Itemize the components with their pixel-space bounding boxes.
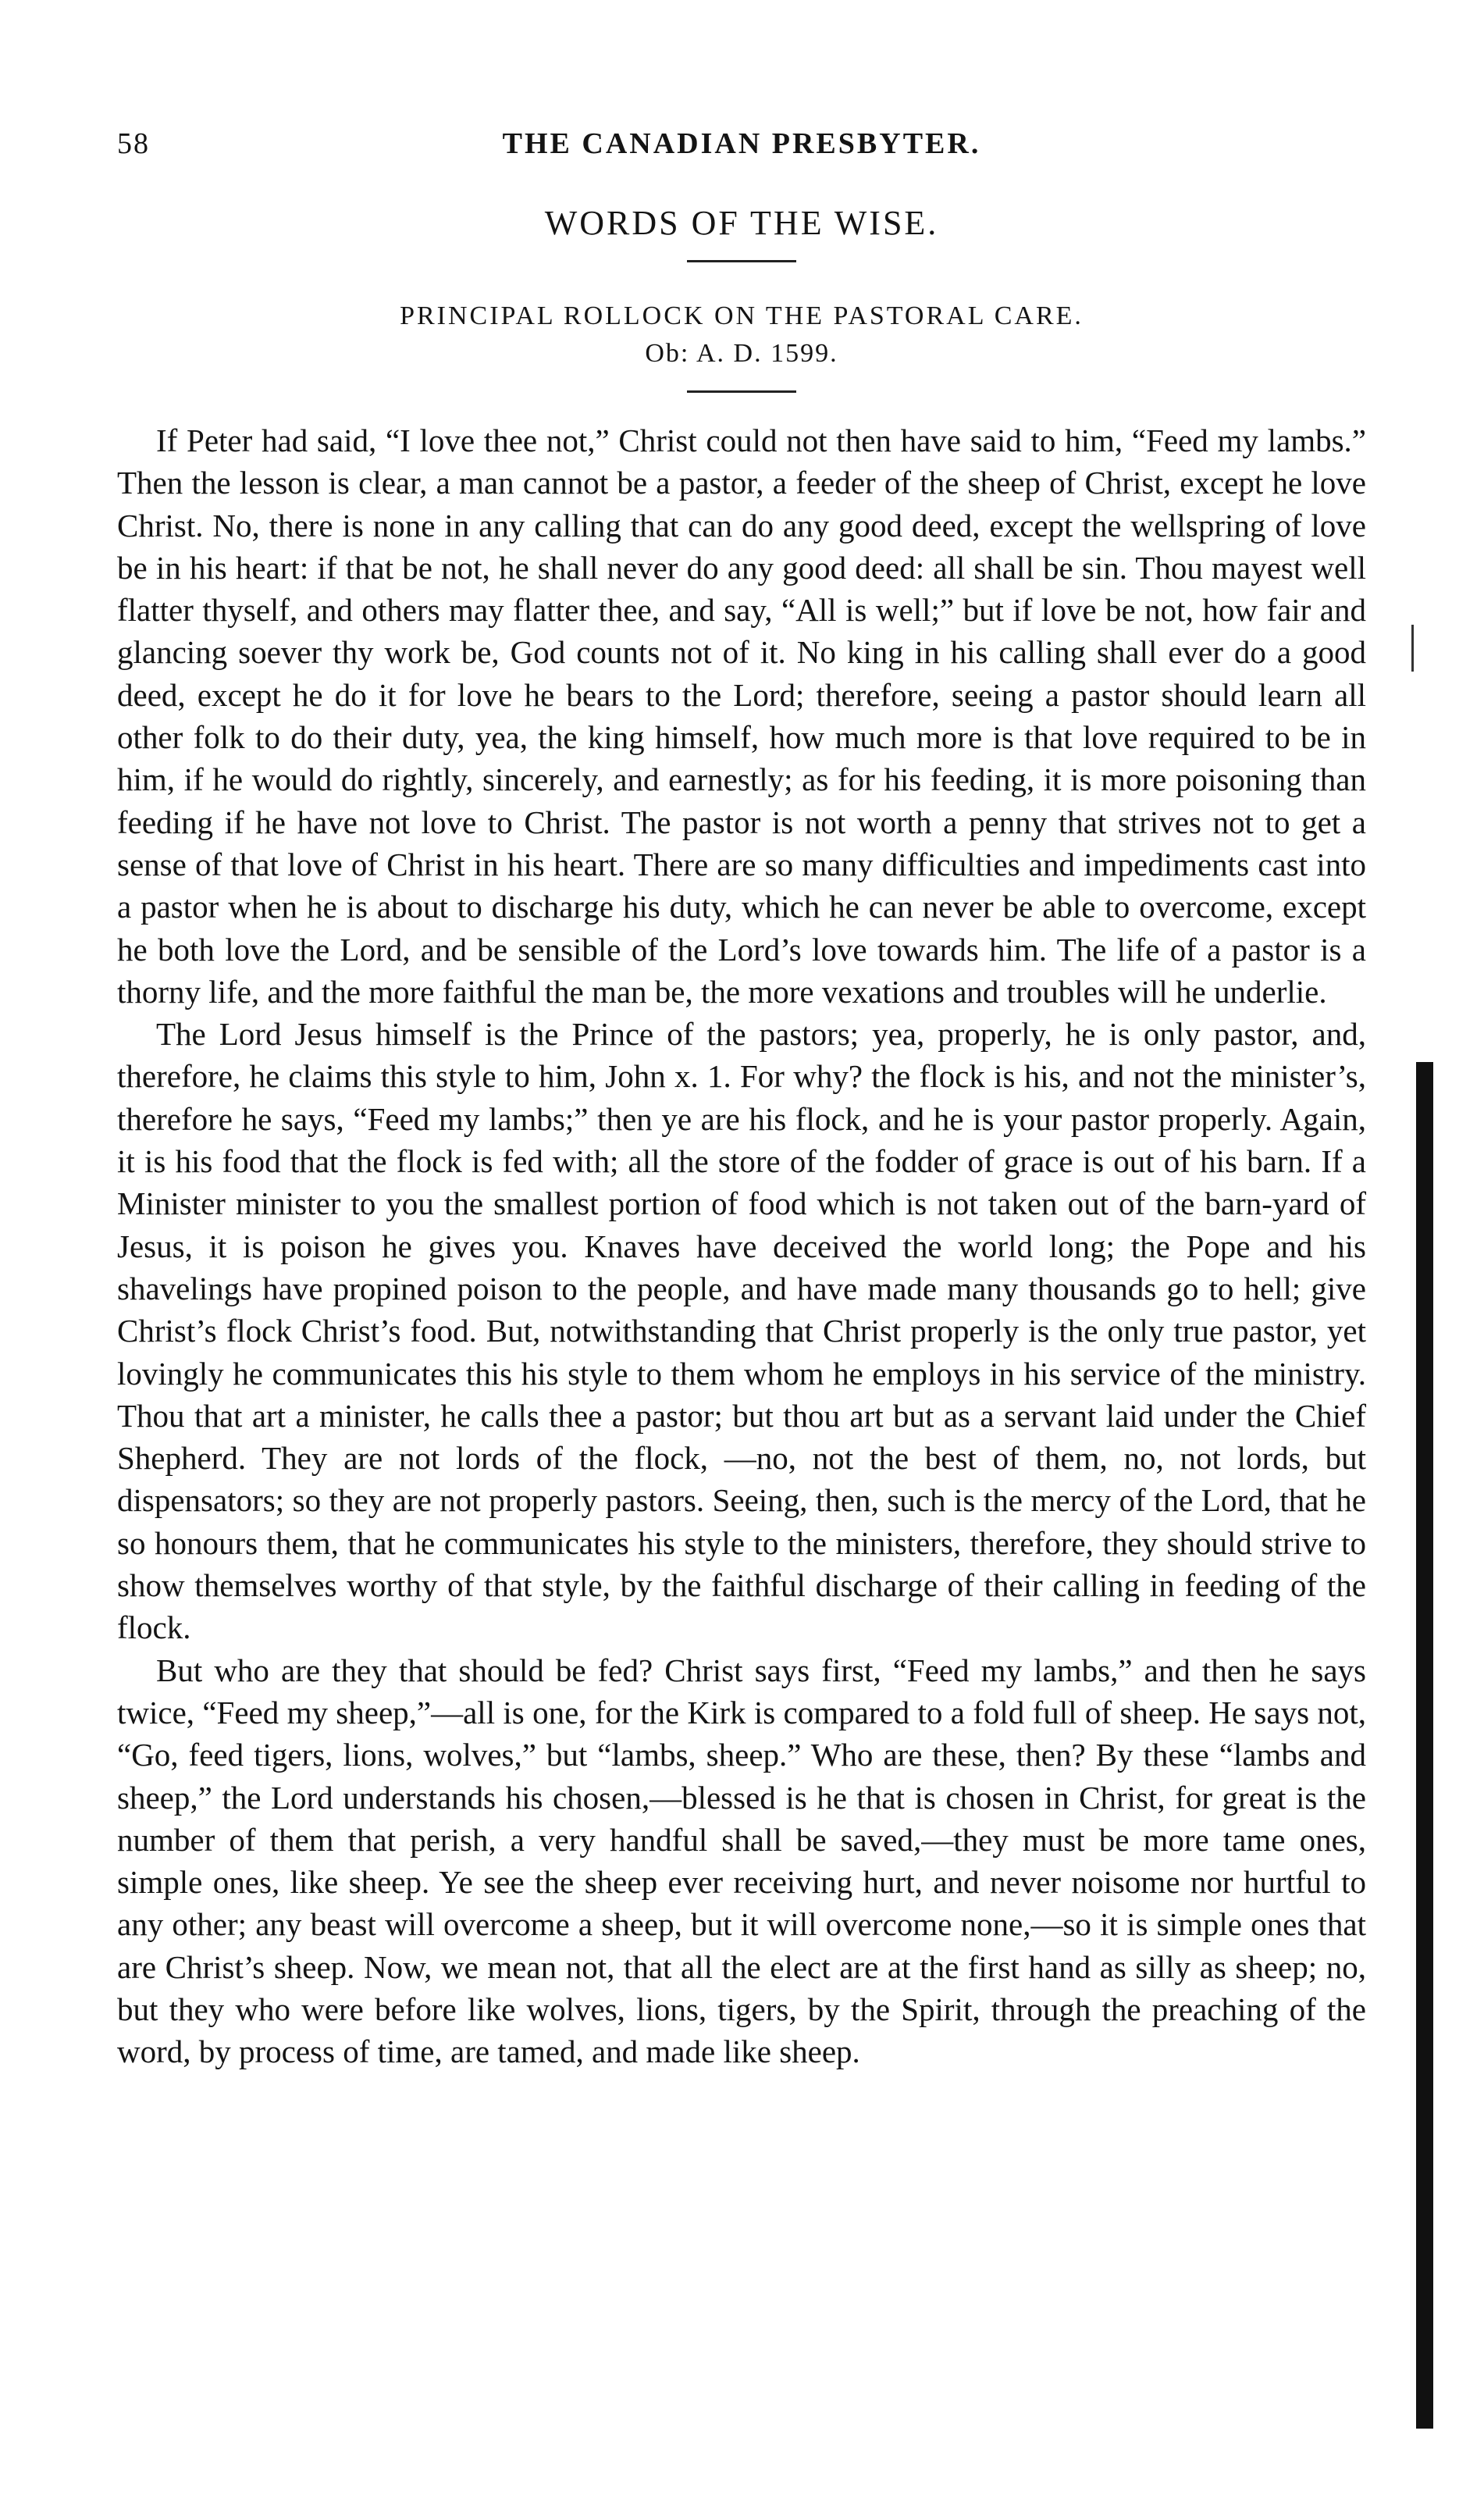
paragraph: If Peter had said, “I love thee not,” Christ could not then have said to him, “Feed my lambs.” Then the lesson is clear, a man cannot be a pastor, a feeder of the sheep of Christ, except he love Christ. No, there is none in any calling that can do any good deed, except the wellspring of love be in his heart: if that be not, he shall never do any good deed: all shall be sin. Thou mayest well flatter thyself, and others may flatter thee, and say, “All is well;” but if love be not, how fair and glancing soever thy work be, God counts not of it. No king in his calling shall ever do a good deed, except he do it for love he bears to the Lord; therefore, seeing a pastor should learn all other folk to do their duty, yea, the king himself, how much more is that love required to be in him, if he would do rightly, sincerely, and earnestly; as for his feeding, it is more poisoning than feeding if he have not love to Christ. The pastor is not worth a penny that strives not to get a sense of that love of Christ in his heart. There are so many difficulties and impediments cast into a pastor when he is about to discharge his duty, which he can never be able to overcome, except he both love the Lord, and be sensible of the Lord’s love towards him. The life of a pastor is a thorny life, and the more faithful the man be, the more vexations and troubles will he underlie. — [117, 422, 1366, 1010]
article-date: Ob: A. D. 1599. — [645, 339, 838, 368]
binding-edge-shadow — [1416, 1062, 1433, 2429]
section-title: WORDS OF THE WISE. — [544, 204, 939, 242]
document-page — [117, 117, 1366, 2073]
margin-mark — [1411, 625, 1414, 672]
article-body — [117, 419, 1366, 2073]
article-title: PRINCIPAL ROLLOCK ON THE PASTORAL CARE. — [400, 301, 1084, 330]
page-number: 58 — [117, 127, 150, 160]
date-divider — [687, 390, 796, 393]
paragraph: The Lord Jesus himself is the Prince of the pastors; yea, properly, he is only pastor, and, therefore, he claims this style to him, John x. 1. For why? the flock is his, and not the minister’s, therefore he says, “Feed my lambs;” then ye are his flock, and he is your pastor properly. Again, it is his food that the flock is fed with; all the store of the fodder of grace is out of his barn. If a Minister minister to you the smallest portion of food which is not taken out of the barn-yard of Jesus, it is poison he gives you. Knaves have deceived the world long; the Pope and his shavelings have propined poison to the people, and have made many thousands go to hell; give Christ’s flock Christ’s food. But, notwithstanding that Christ properly is the only true pastor, yet lovingly he communicates this his style to them whom he employs in his service of the ministry. Thou that art a minister, he calls thee a pastor; but thou art but as a servant laid under the Chief Shepherd. They are not lords of the flock, —no, not the best of them, no, not lords, but dispensators; so they are not properly pastors. Seeing, then, such is the mercy of the Lord, that he so honours them, that he communicates his style to the ministers, therefore, they should strive to show themselves worthy of that style, by the faithful discharge of their calling in feeding of the flock. — [117, 1016, 1366, 1646]
journal-title: THE CANADIAN PRESBYTER. — [502, 127, 981, 160]
running-head — [117, 117, 1366, 172]
title-divider — [687, 260, 796, 262]
paragraph: But who are they that should be fed? Christ says first, “Feed my lambs,” and then he says twice, “Feed my sheep,”—all is one, for the Kirk is compared to a fold full of sheep. He says not, “Go, feed tigers, lions, wolves,” but “lambs, sheep.” Who are these, then? By these “lambs and sheep,” the Lord understands his chosen,—blessed is he that is chosen in Christ, for great is the number of them that perish, a very handful shall be saved,—they must be more tame ones, simple ones, like sheep. Ye see the sheep ever receiving hurt, and never noisome nor hurtful to any other; any beast will overcome a sheep, but it will overcome none,—so it is simple ones that are Christ’s sheep. Now, we mean not, that all the elect are at the first hand as silly as sheep; no, but they who were before like wolves, lions, tigers, by the Spirit, through the preaching of the word, by process of time, are tamed, and made like sheep. — [117, 1652, 1366, 2070]
